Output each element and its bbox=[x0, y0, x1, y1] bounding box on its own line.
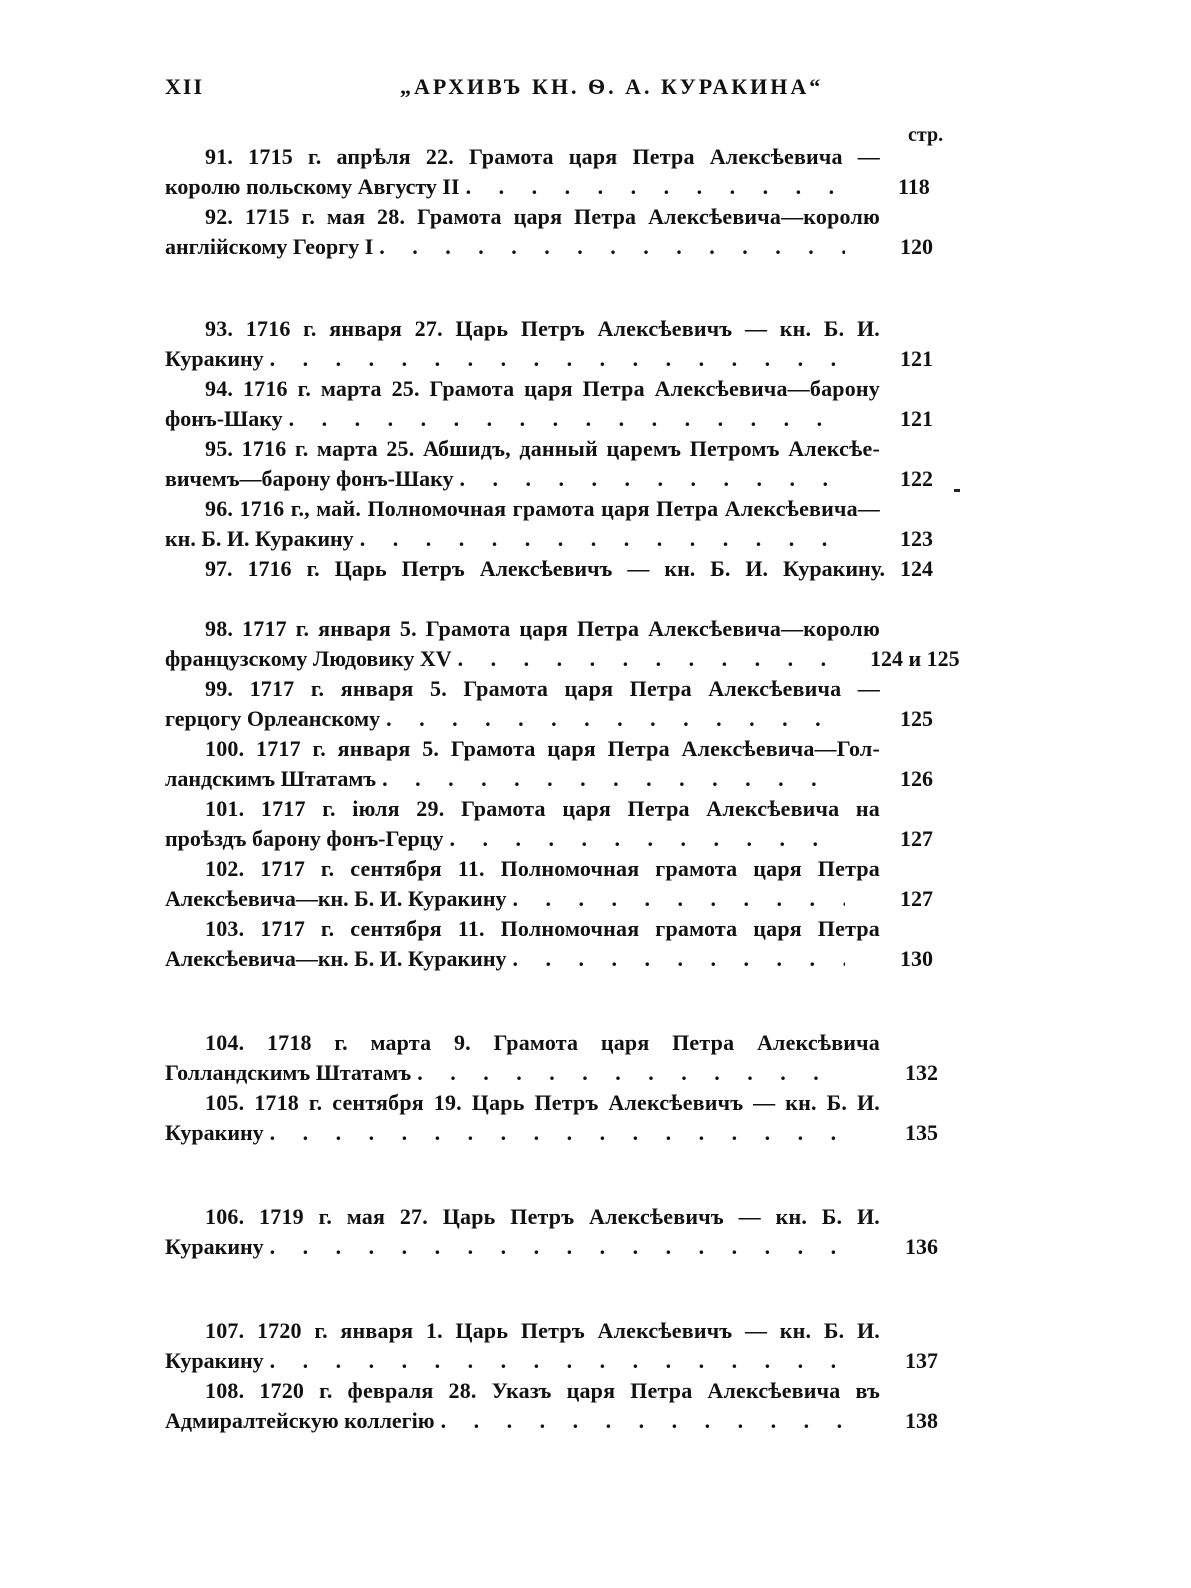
entry-page: 118 bbox=[898, 174, 930, 199]
dot-leader bbox=[264, 1120, 845, 1150]
entry-line1: 104. 1718 г. марта 9. Грамота царя Петра Алексѣвича bbox=[205, 1030, 880, 1055]
dot-leader bbox=[354, 526, 845, 556]
entry-line2-text: проѣздъ барону фонъ-Герцу bbox=[165, 826, 444, 851]
entry-line1: 99. 1717 г. января 5. Грамота царя Петра Алексѣевича — bbox=[205, 676, 880, 701]
entry-line2-text: королю польскому Августу II bbox=[165, 174, 460, 199]
entry-line2 bbox=[165, 1234, 845, 1264]
toc-entry-96 bbox=[165, 496, 985, 556]
entry-line1: 106. 1719 г. мая 27. Царь Петръ Алексѣевичъ — кн. Б. И. bbox=[205, 1204, 880, 1229]
toc-entry-91 bbox=[165, 144, 985, 204]
toc-entry-98 bbox=[165, 616, 985, 676]
entry-line2-text: Куракину bbox=[165, 346, 264, 371]
entry-page: 135 bbox=[905, 1120, 938, 1145]
entry-line2 bbox=[165, 1120, 845, 1150]
entry-page: 137 bbox=[905, 1348, 938, 1373]
dot-leader bbox=[264, 1234, 845, 1264]
dot-leader bbox=[435, 1408, 845, 1438]
entry-line2 bbox=[165, 526, 845, 556]
toc-entry-94 bbox=[165, 376, 985, 436]
entry-page: 124 bbox=[900, 556, 933, 581]
toc-entry-97 bbox=[165, 556, 985, 586]
entry-line2-text: Куракину bbox=[165, 1120, 264, 1145]
dot-leader bbox=[264, 346, 845, 376]
entry-line1: 95. 1716 г. марта 25. Абшидъ, данный царемъ Петромъ Алексѣе- bbox=[205, 436, 880, 461]
toc-entry-106 bbox=[165, 1204, 985, 1264]
entry-page: 121 bbox=[900, 346, 933, 371]
page-number: XII bbox=[165, 74, 205, 99]
page-column-header: стр. bbox=[908, 124, 944, 146]
entry-line2 bbox=[165, 646, 845, 676]
entry-line2-text: Голландскимъ Штатамъ bbox=[165, 1060, 412, 1085]
entry-line2-text: Куракину bbox=[165, 1348, 264, 1373]
entry-page: 130 bbox=[900, 946, 933, 971]
dot-leader bbox=[454, 466, 845, 496]
dot-leader bbox=[264, 1348, 845, 1378]
entry-line1: 92. 1715 г. мая 28. Грамота царя Петра Алексѣевича—королю bbox=[205, 204, 880, 229]
entry-line2 bbox=[165, 1348, 845, 1378]
entry-page: 123 bbox=[900, 526, 933, 551]
entry-line1: 107. 1720 г. января 1. Царь Петръ Алексѣевичъ — кн. Б. И. bbox=[205, 1318, 880, 1343]
entry-line2 bbox=[165, 234, 845, 264]
entry-line1: 100. 1717 г. января 5. Грамота царя Петра Алексѣевича—Гол- bbox=[205, 736, 880, 761]
print-speck bbox=[954, 489, 960, 492]
entry-line2-text: кн. Б. И. Куракину bbox=[165, 526, 354, 551]
entry-line2-text: фонъ-Шаку bbox=[165, 406, 283, 431]
entry-page: 126 bbox=[900, 766, 933, 791]
entry-page: 122 bbox=[900, 466, 933, 491]
entry-page: 127 bbox=[900, 886, 933, 911]
entry-line2 bbox=[165, 766, 845, 796]
dot-leader bbox=[373, 234, 845, 264]
entry-line1: 96. 1716 г., май. Полномочная грамота царя Петра Алексѣевича— bbox=[205, 496, 880, 521]
toc-entry-103 bbox=[165, 916, 985, 976]
running-header bbox=[165, 74, 955, 110]
entry-line2 bbox=[165, 946, 845, 976]
toc-entry-99 bbox=[165, 676, 985, 736]
entry-page: 136 bbox=[905, 1234, 938, 1259]
toc-entry-105 bbox=[165, 1090, 985, 1150]
dot-leader bbox=[411, 1060, 845, 1090]
toc-entry-95 bbox=[165, 436, 985, 496]
toc-entry-100 bbox=[165, 736, 985, 796]
entry-line2-text: ландскимъ Штатамъ bbox=[165, 766, 377, 791]
entry-line1: 105. 1718 г. сентября 19. Царь Петръ Алексѣевичъ — кн. Б. И. bbox=[205, 1090, 880, 1115]
entry-line2-text: англійскому Георгу I bbox=[165, 234, 374, 259]
toc-entry-107 bbox=[165, 1318, 985, 1378]
entry-page: 121 bbox=[900, 406, 933, 431]
entry-page: 125 bbox=[900, 706, 933, 731]
entry-line1: 102. 1717 г. сентября 11. Полномочная грамота царя Петра bbox=[205, 856, 880, 881]
entry-line1: 101. 1717 г. іюля 29. Грамота царя Петра Алексѣевича на bbox=[205, 796, 880, 821]
entry-line2-text: французскому Людовику XV bbox=[165, 646, 452, 671]
toc-entry-102 bbox=[165, 856, 985, 916]
entry-line2 bbox=[165, 1060, 845, 1090]
entry-line1: 98. 1717 г. января 5. Грамота царя Петра Алексѣевича—королю bbox=[205, 616, 880, 641]
entry-line1: 103. 1717 г. сентября 11. Полномочная грамота царя Петра bbox=[205, 916, 880, 941]
entry-line2 bbox=[165, 346, 845, 376]
dot-leader bbox=[283, 406, 845, 436]
dot-leader bbox=[460, 174, 845, 204]
entry-line2-text: вичемъ—барону фонъ-Шаку bbox=[165, 466, 454, 491]
dot-leader bbox=[452, 646, 845, 676]
entry-line2 bbox=[165, 886, 845, 916]
entry-line2 bbox=[165, 466, 845, 496]
dot-leader bbox=[376, 766, 845, 796]
entry-page: 127 bbox=[900, 826, 933, 851]
entry-page: 120 bbox=[900, 234, 933, 259]
entry-line2-text: Алексѣевича—кн. Б. И. Куракину bbox=[165, 886, 507, 911]
toc-entry-104 bbox=[165, 1030, 985, 1090]
toc-entry-92 bbox=[165, 204, 985, 264]
entry-page: 124 и 125 bbox=[870, 646, 960, 671]
entry-line2-text: герцогу Орлеанскому bbox=[165, 706, 381, 731]
toc-entry-93 bbox=[165, 316, 985, 376]
entry-line2 bbox=[165, 1408, 845, 1438]
dot-leader bbox=[443, 826, 845, 856]
entry-line2 bbox=[165, 406, 845, 436]
dot-leader bbox=[507, 946, 846, 976]
entry-line1: 97. 1716 г. Царь Петръ Алексѣевичъ — кн. Б. И. Куракину. bbox=[205, 556, 885, 581]
entry-line1: 91. 1715 г. апрѣля 22. Грамота царя Петра Алексѣевича — bbox=[205, 144, 880, 169]
entry-line1: 94. 1716 г. марта 25. Грамота царя Петра Алексѣевича—барону bbox=[205, 376, 880, 401]
dot-leader bbox=[507, 886, 846, 916]
entry-line2-text: Куракину bbox=[165, 1234, 264, 1259]
entry-line2-text: Алексѣевича—кн. Б. И. Куракину bbox=[165, 946, 507, 971]
entry-page: 138 bbox=[905, 1408, 938, 1433]
dot-leader bbox=[380, 706, 845, 736]
entry-line2 bbox=[165, 826, 845, 856]
entry-line1: 93. 1716 г. января 27. Царь Петръ Алексѣевичъ — кн. Б. И. bbox=[205, 316, 880, 341]
running-title: „АРХИВЪ КН. Ѳ. А. КУРАКИНА“ bbox=[400, 74, 824, 99]
entry-line2 bbox=[165, 706, 845, 736]
entry-line2-text: Адмиралтейскую коллегію bbox=[165, 1408, 435, 1433]
entry-line1: 108. 1720 г. февраля 28. Указъ царя Петра Алексѣевича въ bbox=[205, 1378, 880, 1403]
toc-entry-101 bbox=[165, 796, 985, 856]
entry-page: 132 bbox=[905, 1060, 938, 1085]
toc-entry-108 bbox=[165, 1378, 985, 1438]
entry-line2 bbox=[165, 174, 845, 204]
